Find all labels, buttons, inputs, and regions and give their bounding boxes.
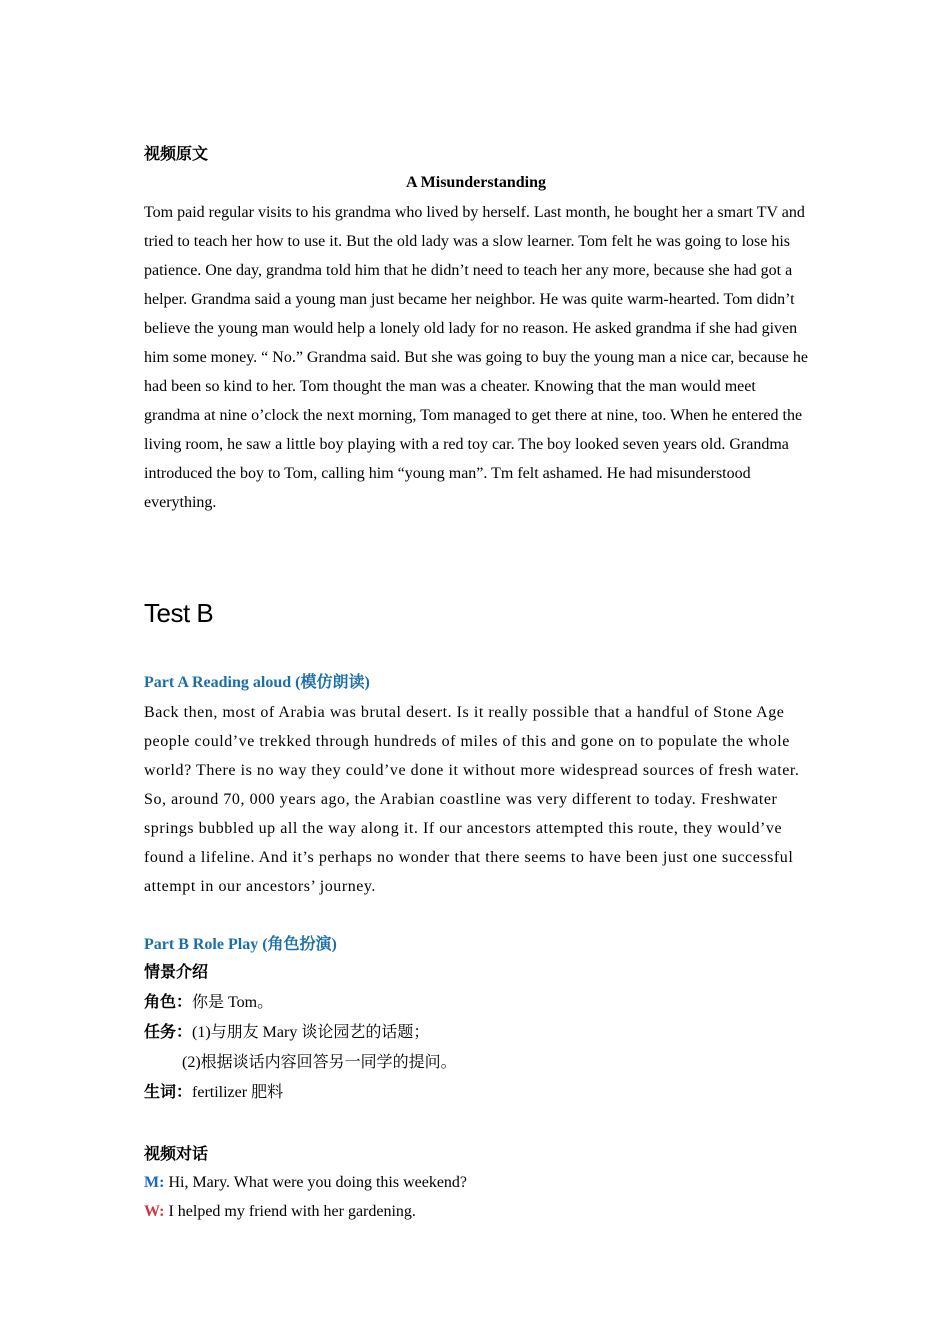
- part-b-heading: Part B Role Play (角色扮演): [144, 936, 337, 953]
- part-a-section: [144, 670, 808, 901]
- task-2: (2)根据谈话内容回答另一同学的提问。: [182, 1054, 457, 1071]
- task-1: (1)与朋友 Mary 谈论园艺的话题；: [192, 1024, 430, 1041]
- vocab-row: [144, 1078, 808, 1108]
- document-content: [144, 142, 808, 1220]
- task-key: 任务：: [144, 1024, 193, 1041]
- speaker-w: W:: [144, 1203, 165, 1220]
- story-title: A Misunderstanding: [405, 174, 547, 191]
- dialogue-line: [144, 1197, 808, 1226]
- dialogue-text: Hi, Mary. What were you doing this weekend?: [164, 1174, 468, 1191]
- test-b-heading: Test B: [144, 598, 214, 628]
- role-value: 你是 Tom。: [192, 994, 274, 1011]
- dialogue-label: 视频对话: [144, 1146, 209, 1163]
- role-row: [144, 988, 808, 1018]
- part-b-section: [144, 932, 808, 1108]
- video-original-label: 视频原文: [144, 146, 209, 163]
- part-a-heading: Part A Reading aloud (模仿朗读): [144, 674, 370, 691]
- role-key: 角色：: [144, 994, 193, 1011]
- vocab-value: fertilizer 肥料: [192, 1084, 284, 1101]
- task-row: [144, 1018, 808, 1048]
- part-a-body: Back then, most of Arabia was brutal desert. Is it really possible that a handful of Stone Age people could’ve trekked through hundreds of miles of this and gone on to populate the whole world? There is no way they could’ve done it without more widespread sources of fresh water. So, around 70, 000 years ago, the Arabian coastline was very different to today. Freshwater springs bubbled up all the way along it. If our ancestors attempted this route, they would’ve found a lifeline. And it’s perhaps no wonder that there seems to have been just one successful attempt in our ancestors’ journey.: [144, 704, 800, 895]
- dialogue-section: [144, 1142, 808, 1226]
- vocab-key: 生词：: [144, 1084, 193, 1101]
- scenario-label: 情景介绍: [144, 964, 209, 981]
- speaker-m: M:: [144, 1174, 165, 1191]
- dialogue-line: [144, 1168, 808, 1197]
- dialogue-text: I helped my friend with her gardening.: [164, 1203, 416, 1220]
- story-body: Tom paid regular visits to his grandma who lived by herself. Last month, he bought her a smart TV and tried to teach her how to use it. But the old lady was a slow learner. Tom felt he was going to lose his patience. One day, grandma told him that he didn’t need to teach her any more, because she had got a helper. Grandma said a young man just became her neighbor. He was quite warm-hearted. Tom didn’t believe the young man would help a lonely old lady for no reason. He asked grandma if she had given him some money. “ No.” Grandma said. But she was going to buy the young man a nice car, because he had been so kind to her. Tom thought the man was a cheater. Knowing that the man would meet grandma at nine o’clock the next morning, Tom managed to get there at nine, too. When he entered the living room, he saw a little boy playing with a red toy car. The boy looked seven years old. Grandma introduced the boy to Tom, calling him “young man”. Tm felt ashamed. He had misunderstood everything.: [144, 204, 808, 511]
